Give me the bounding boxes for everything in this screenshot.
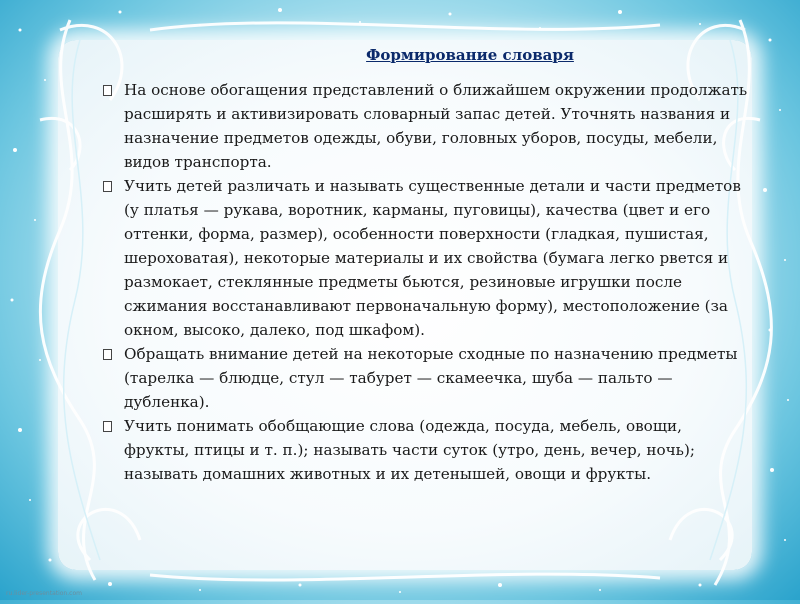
empty-square-icon [103, 349, 112, 360]
empty-square-icon [103, 181, 112, 192]
list-item-text: На основе обогащения представлений о ближайшем окружении продолжать расширять и активизировать словарный запас детей. Уточнять названия и назначение предметов одежды, обуви, головных уборов, посуды, мебели, видов транспорта. [124, 81, 748, 171]
list-item [100, 342, 750, 414]
list-item-text: Обращать внимание детей на некоторые сходные по назначению предметы (тарелка — блюдце, стул — табурет — скамеечка, шуба — пальто — дубленка). [124, 345, 738, 411]
list-item-text: Учить понимать обобщающие слова (одежда, посуда, мебель, овощи, фрукты, птицы и т. п.); называть части суток (утро, день, вечер, ночь); называть домашних животных и их детенышей, овощи и фрукты. [124, 417, 695, 483]
slide-title: Формирование словаря [366, 46, 574, 64]
empty-square-icon [103, 421, 112, 432]
list-item [100, 78, 750, 174]
slide-content [100, 46, 750, 486]
list-item [100, 414, 750, 486]
list-item-text: Учить детей различать и называть существенные детали и части предметов (у платья — рукава, воротник, карманы, пуговицы), качества (цвет и его оттенки, форма, размер), особенности поверхности (гладкая, пушистая, шероховатая), некоторые материалы и их свойства (бумага легко рвется и размокает, стеклянные предметы бьются, резиновые игрушки после сжимания восстанавливают первоначальную форму), местоположение (за окном, высоко, далеко, под шкафом). [124, 177, 741, 339]
watermark: ru.lider-presentation.com [6, 590, 82, 597]
empty-square-icon [103, 85, 112, 96]
bullet-list [100, 78, 750, 486]
list-item [100, 174, 750, 342]
